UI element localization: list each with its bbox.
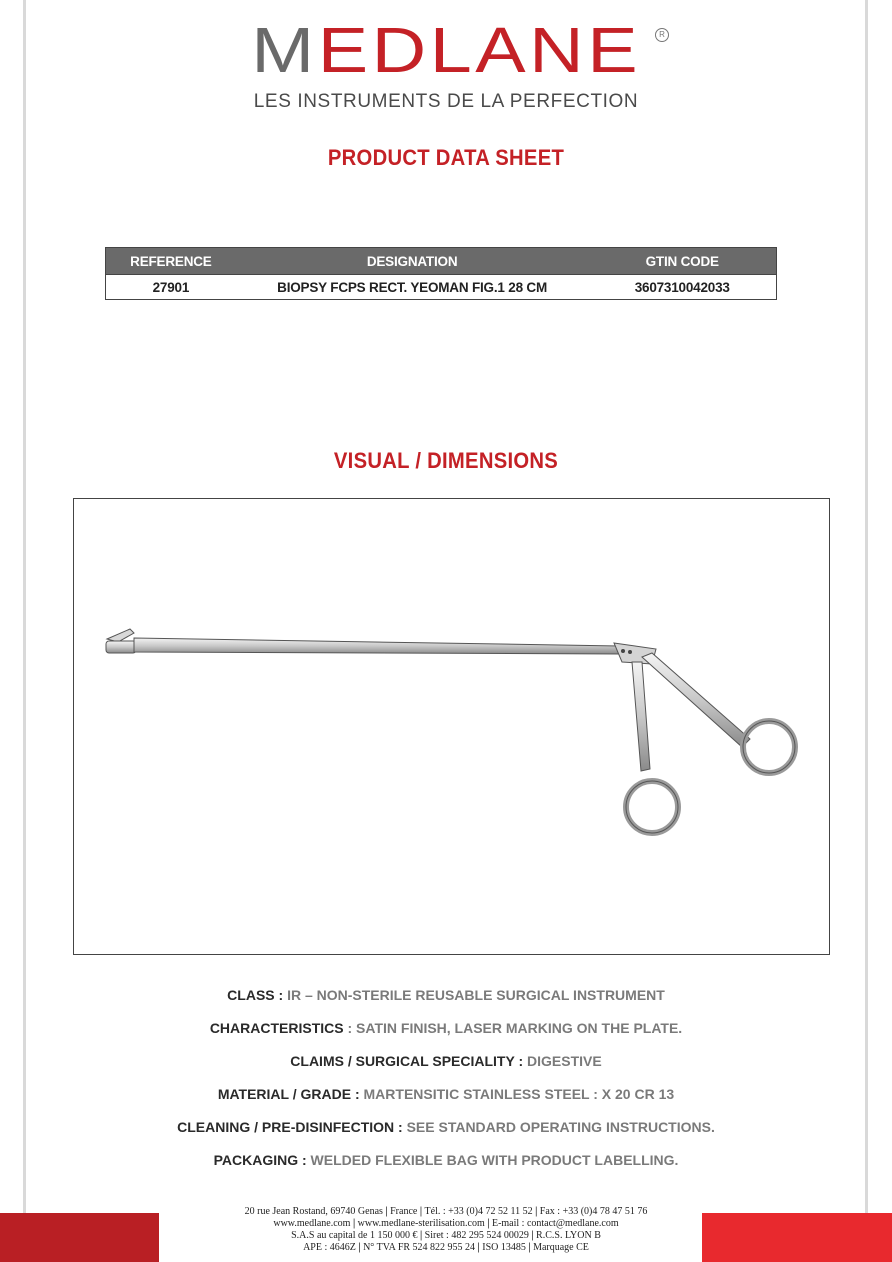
biopsy-forceps-illustration bbox=[74, 499, 831, 956]
footer-sterilisation-link[interactable]: www.medlane-sterilisation.com bbox=[357, 1218, 485, 1229]
spec-label: PACKAGING : bbox=[213, 1152, 307, 1168]
spec-label: CLASS : bbox=[227, 987, 284, 1003]
cell-reference: 27901 bbox=[106, 275, 236, 300]
footer-phone: Tél. : +33 (0)4 72 52 11 52 bbox=[424, 1206, 533, 1217]
registered-mark-icon: R bbox=[655, 28, 669, 42]
spec-label: CLEANING / PRE-DISINFECTION : bbox=[177, 1119, 403, 1135]
footer-fax: Fax : +33 (0)4 78 47 51 76 bbox=[539, 1206, 648, 1217]
spec-claims bbox=[0, 1050, 892, 1083]
footer-vat: N° TVA FR 524 822 955 24 bbox=[363, 1242, 476, 1253]
footer-rcs: R.C.S. LYON B bbox=[536, 1230, 601, 1241]
footer-address-line: 20 rue Jean Rostand, 69740 Genas | France | Tél. : +33 (0)4 72 52 11 52 | Fax : +33 (0)4 78 47 51 76 bbox=[244, 1206, 648, 1217]
spec-value: : SATIN FINISH, LASER MARKING ON THE PLATE. bbox=[347, 1020, 683, 1036]
medlane-logo bbox=[0, 14, 892, 86]
spec-value: IR – NON-STERILE REUSABLE SURGICAL INSTRUMENT bbox=[287, 987, 665, 1003]
footer-siret: Siret : 482 295 524 00029 bbox=[424, 1230, 529, 1241]
reference-table bbox=[105, 247, 777, 300]
spec-label: CLAIMS / SURGICAL SPECIALITY : bbox=[290, 1053, 524, 1069]
cell-gtin-code: 3607310042033 bbox=[588, 275, 776, 300]
footer-country: France bbox=[390, 1206, 418, 1217]
spec-value: MARTENSITIC STAINLESS STEEL : X 20 CR 13 bbox=[363, 1086, 675, 1102]
product-data-sheet-title: PRODUCT DATA SHEET bbox=[327, 145, 565, 170]
footer-legal-line: S.A.S au capital de 1 150 000 € | Siret : 482 295 524 00029 | R.C.S. LYON B bbox=[291, 1230, 601, 1241]
specifications-list bbox=[0, 984, 892, 1182]
table-row bbox=[106, 275, 777, 300]
footer-ape: APE : 4646Z bbox=[303, 1242, 356, 1253]
header-gtin-code: GTIN CODE bbox=[588, 248, 776, 275]
visual-dimensions-title: VISUAL / DIMENSIONS bbox=[333, 448, 559, 473]
spec-material bbox=[0, 1083, 892, 1116]
spec-label: CHARACTERISTICS bbox=[209, 1020, 344, 1036]
footer-email[interactable]: E-mail : contact@medlane.com bbox=[491, 1218, 619, 1229]
spec-label: MATERIAL / GRADE : bbox=[217, 1086, 360, 1102]
header-reference: REFERENCE bbox=[106, 248, 236, 275]
footer-iso: ISO 13485 bbox=[482, 1242, 526, 1253]
footer-web-line: www.medlane.com | www.medlane-sterilisation.com | E-mail : contact@medlane.com bbox=[273, 1218, 619, 1229]
footer-ce-marking: Marquage CE bbox=[533, 1242, 589, 1253]
spec-value: WELDED FLEXIBLE BAG WITH PRODUCT LABELLING. bbox=[310, 1152, 679, 1168]
product-visual-frame bbox=[73, 498, 830, 955]
spec-packaging bbox=[0, 1149, 892, 1182]
spec-characteristics bbox=[0, 1017, 892, 1050]
header-designation: DESIGNATION bbox=[236, 248, 589, 275]
spec-value: SEE STANDARD OPERATING INSTRUCTIONS. bbox=[406, 1119, 715, 1135]
footer-capital: S.A.S au capital de 1 150 000 € bbox=[291, 1230, 418, 1241]
spec-value: DIGESTIVE bbox=[527, 1053, 602, 1069]
table-header-row bbox=[106, 248, 777, 275]
spec-cleaning bbox=[0, 1116, 892, 1149]
cell-designation: BIOPSY FCPS RECT. YEOMAN FIG.1 28 CM bbox=[236, 275, 589, 300]
spec-class bbox=[0, 984, 892, 1017]
footer-address: 20 rue Jean Rostand, 69740 Genas bbox=[244, 1206, 383, 1217]
footer-website-link[interactable]: www.medlane.com bbox=[273, 1218, 351, 1229]
brand-tagline: LES INSTRUMENTS DE LA PERFECTION bbox=[253, 91, 639, 112]
company-footer bbox=[0, 1206, 892, 1254]
footer-certification-line: APE : 4646Z | N° TVA FR 524 822 955 24 | ISO 13485 | Marquage CE bbox=[303, 1242, 589, 1253]
logo-wordmark: MEDLANE bbox=[251, 14, 641, 86]
